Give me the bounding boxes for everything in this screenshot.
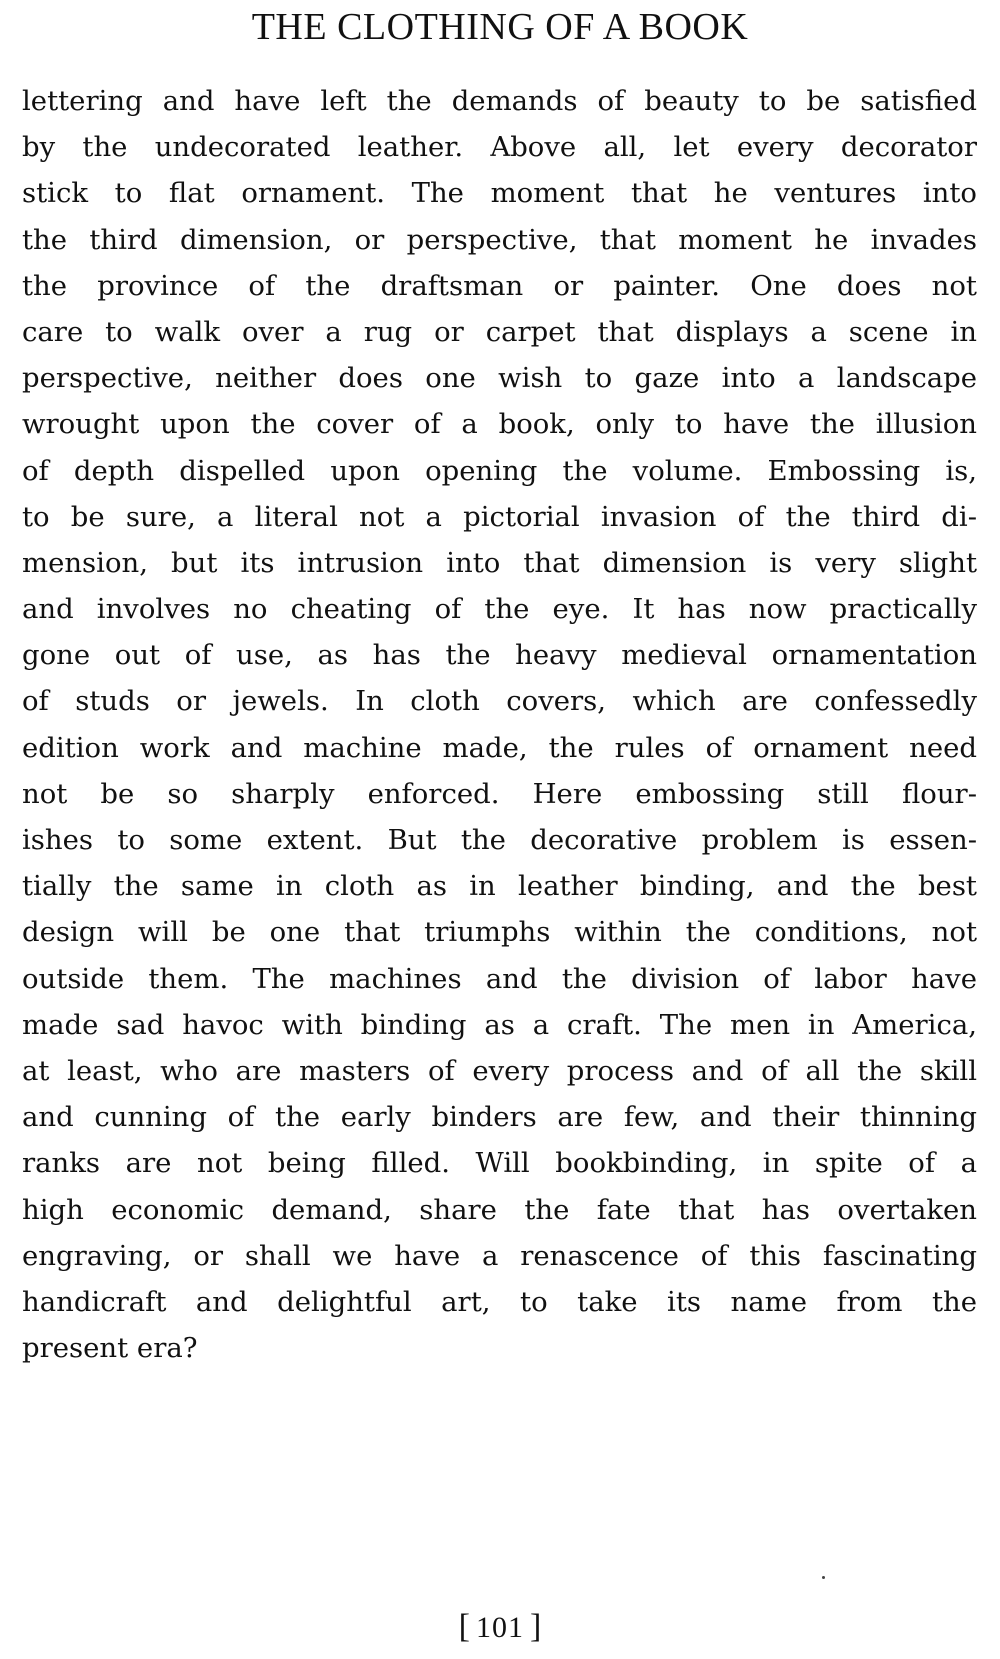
text-line: gone out of use, as has the heavy medieval ornamentation — [22, 639, 977, 672]
text-line: tially the same in cloth as in leather binding, and the best — [22, 870, 977, 903]
text-line: mension, but its intrusion into that dimension is very slight — [22, 546, 977, 579]
text-line-last: present era? — [22, 1332, 198, 1365]
text-line: wrought upon the cover of a book, only to have the illusion — [22, 408, 977, 441]
text-line: not be so sharply enforced. Here embossing still flour- — [22, 777, 977, 810]
text-line: handicraft and delightful art, to take its name from the — [22, 1285, 977, 1318]
text-line: design will be one that triumphs within the conditions, not — [22, 916, 977, 949]
text-line: of depth dispelled upon opening the volume. Embossing is, — [22, 454, 977, 487]
text-line: engraving, or shall we have a renascence of this fascinating — [22, 1239, 977, 1272]
text-line: and cunning of the early binders are few, and their thinning — [22, 1101, 977, 1134]
text-line: ranks are not being filled. Will bookbinding, in spite of a — [22, 1147, 977, 1180]
running-head: THE CLOTHING OF A BOOK — [251, 6, 749, 48]
page-number — [0, 1604, 1000, 1651]
text-line: edition work and machine made, the rules of ornament need — [22, 731, 977, 764]
text-line: the province of the draftsman or painter. One does not — [22, 269, 977, 302]
text-line: and involves no cheating of the eye. It has now practically — [22, 593, 977, 626]
text-line: of studs or jewels. In cloth covers, which are confessedly — [22, 685, 977, 718]
text-line: lettering and have left the demands of beauty to be satisfied — [22, 85, 977, 117]
print-speck — [822, 1576, 825, 1579]
folio-close-bracket: ] — [530, 1608, 542, 1645]
body-paragraph — [22, 78, 977, 1371]
text-line: by the undecorated leather. Above all, let every decorator — [22, 131, 977, 164]
text-line: to be sure, a literal not a pictorial invasion of the third di- — [22, 500, 977, 533]
text-line: ishes to some extent. But the decorative problem is essen- — [22, 824, 977, 856]
text-line: care to walk over a rug or carpet that displays a scene in — [22, 315, 977, 348]
text-line: made sad havoc with binding as a craft. The men in America, — [22, 1008, 977, 1041]
folio-number: 101 — [476, 1611, 524, 1644]
text-line: the third dimension, or perspective, that moment he invades — [22, 223, 977, 256]
text-line: stick to flat ornament. The moment that he ventures into — [22, 177, 977, 210]
text-line: perspective, neither does one wish to gaze into a landscape — [22, 362, 977, 395]
text-line: high economic demand, share the fate that has overtaken — [22, 1193, 977, 1226]
folio-open-bracket: [ — [458, 1608, 470, 1645]
text-line: at least, who are masters of every process and of all the skill — [22, 1054, 977, 1087]
text-line: outside them. The machines and the division of labor have — [22, 962, 977, 995]
